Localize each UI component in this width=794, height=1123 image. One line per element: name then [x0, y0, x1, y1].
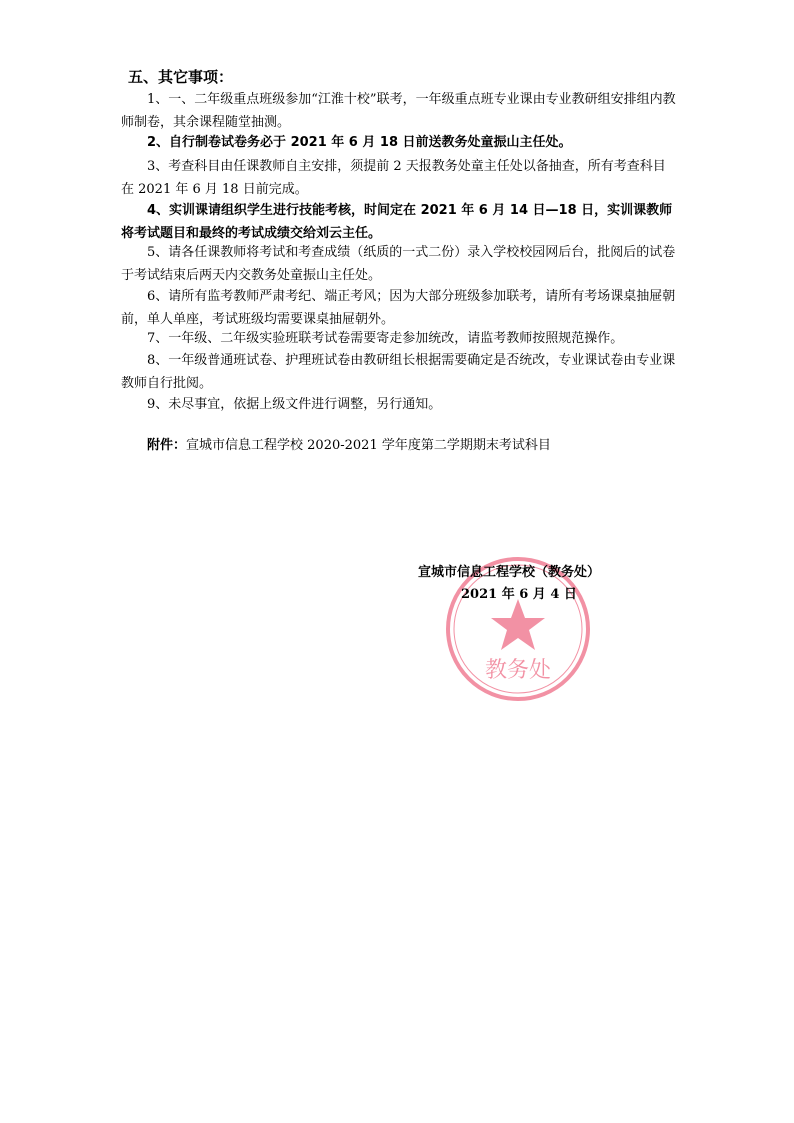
signature-date: 2021 年 6 月 4 日 [461, 587, 577, 602]
attachment-text: 宣城市信息工程学校 2020-2021 学年度第二学期期末考试科目 [186, 438, 551, 453]
item-8: 8、一年级普通班试卷、护理班试卷由教研组长根据需要确定是否统改，专业课试卷由专业课教师自行批阅。 [121, 353, 676, 391]
item-3: 3、考查科目由任课教师自主安排，须提前 2 天报教务处童主任处以备抽查，所有考查科目在 2021 年 6 月 18 日前完成。 [121, 159, 666, 197]
item-1: 1、一、二年级重点班级参加“江淮十校”联考，一年级重点班专业课由专业教研组安排组内教师制卷，其余课程随堂抽测。 [121, 92, 676, 130]
item-7: 7、一年级、二年级实验班联考试卷需要寄走参加统改，请监考教师按照规范操作。 [147, 331, 624, 346]
item-6: 6、请所有监考教师严肃考纪、端正考风；因为大部分班级参加联考，请所有考场课桌抽屉朝前，单人单座，考试班级均需要课桌抽屉朝外。 [121, 289, 676, 327]
seal-bottom-text: 教务处 [484, 658, 552, 683]
attachment-line [121, 436, 677, 456]
item-4: 4、实训课请组织学生进行技能考核，时间定在 2021 年 6 月 14 日—18 日，实训课教师将考试题目和最终的考试成绩交给刘云主任。 [121, 203, 673, 241]
item-2: 2、自行制卷试卷务必于 2021 年 6 月 18 日前送教务处童振山主任处。 [147, 135, 572, 150]
item-9: 9、未尽事宜，依据上级文件进行调整，另行通知。 [147, 397, 442, 412]
section-heading: 五、其它事项： [128, 68, 234, 86]
item-5: 5、请各任课教师将考试和考查成绩（纸质的一式二份）录入学校校园网后台，批阅后的试卷于考试结束后两天内交教务处童振山主任处。 [121, 245, 676, 283]
signature-org: 宣城市信息工程学校（教务处） [418, 565, 601, 580]
attachment-label: 附件： [147, 438, 187, 453]
seal-star-icon [491, 599, 545, 650]
